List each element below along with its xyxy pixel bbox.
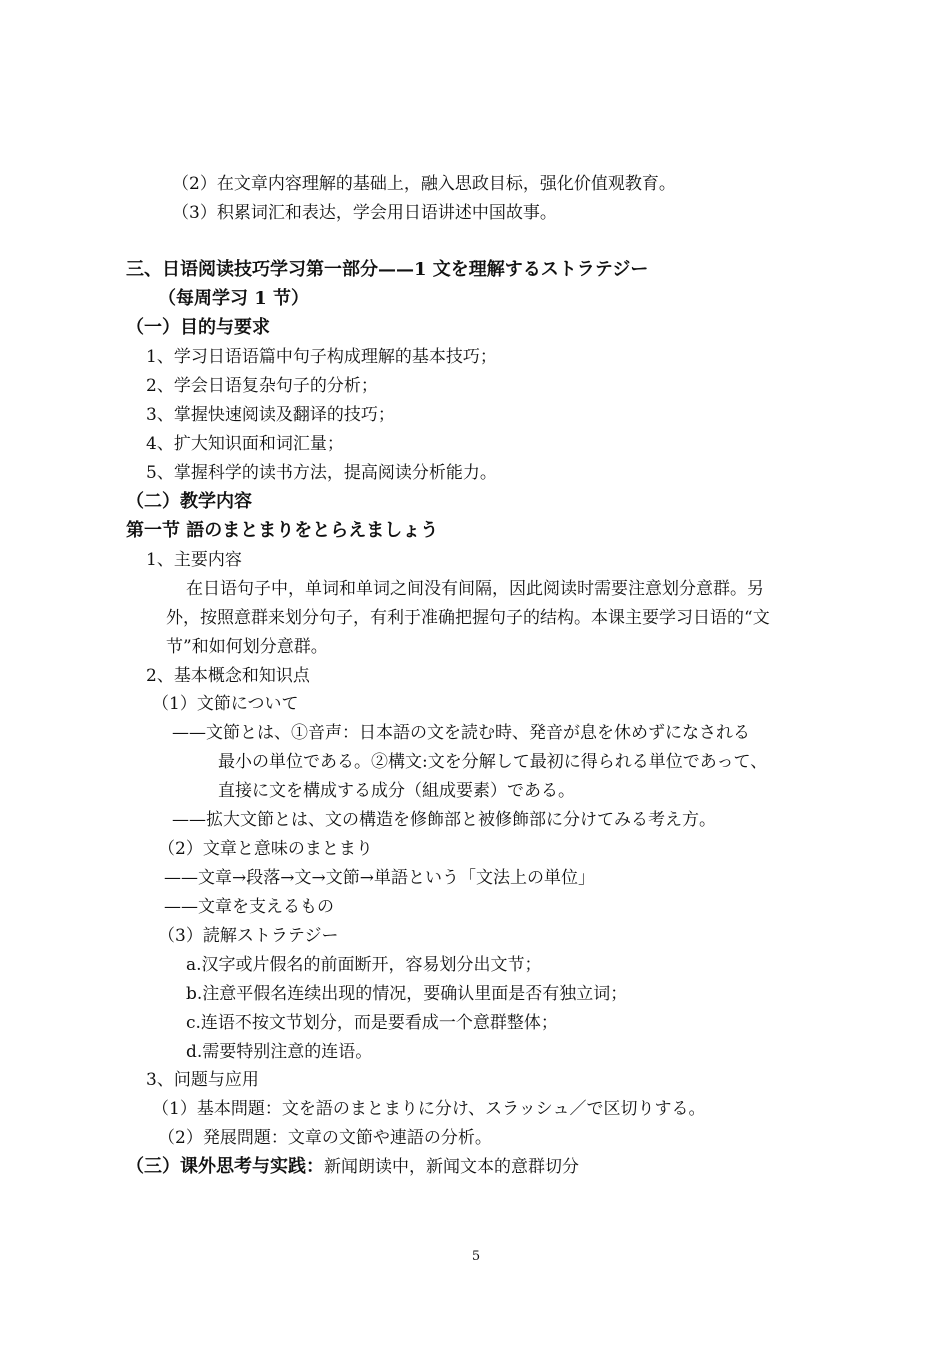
practice-label: （三）课外思考与实践： bbox=[126, 1156, 324, 1177]
section-subtitle: （每周学习 1 节） bbox=[158, 288, 310, 309]
concept-1-line: 直接に文を構成する成分（組成要素）である。 bbox=[218, 781, 575, 801]
goal-item: 2、学会日语复杂句子的分析； bbox=[146, 376, 378, 396]
concepts-heading: 2、基本概念和知识点 bbox=[146, 666, 310, 686]
goal-item: 3、掌握快速阅读及翻译的技巧； bbox=[146, 405, 395, 425]
concept-2-line: ——文章→段落→文→文節→単語という「文法上の単位」 bbox=[164, 868, 595, 888]
content-heading: （二）教学内容 bbox=[126, 491, 252, 512]
goal-item: 4、扩大知识面和词汇量； bbox=[146, 434, 344, 454]
concept-2-line: ——文章を支えるもの bbox=[164, 897, 334, 917]
main-content-line: 在日语句子中，单词和单词之间没有间隔，因此阅读时需要注意划分意群。另 bbox=[186, 579, 764, 599]
main-content-heading: 1、主要内容 bbox=[146, 550, 242, 570]
concept-1-heading: （1）文節について bbox=[152, 694, 299, 714]
goal-item: 5、掌握科学的读书方法，提高阅读分析能力。 bbox=[146, 463, 497, 483]
problems-heading: 3、问题与应用 bbox=[146, 1070, 259, 1090]
concept-1-line: ——文節とは、①音声：日本語の文を読む時、発音が息を休めずになされる bbox=[172, 723, 750, 743]
concept-1-line: 最小の単位である。②構文:文を分解して最初に得られる単位であって、 bbox=[218, 752, 768, 772]
lesson-title: 第一节 語のまとまりをとらえましょう bbox=[126, 520, 439, 541]
goals-heading: （一）目的与要求 bbox=[126, 317, 270, 338]
section-title: 三、日语阅读技巧学习第一部分——1 文を理解するストラテジー bbox=[126, 259, 649, 280]
intro-item-2: （2）在文章内容理解的基础上，融入思政目标，强化价值观教育。 bbox=[172, 174, 676, 194]
intro-item-3: （3）积累词汇和表达，学会用日语讲述中国故事。 bbox=[172, 203, 557, 223]
strategy-item: b.注意平假名连续出现的情况，要确认里面是否有独立词； bbox=[186, 984, 628, 1004]
goal-item: 1、学习日语语篇中句子构成理解的基本技巧； bbox=[146, 347, 497, 367]
concept-2-heading: （2）文章と意味のまとまり bbox=[158, 839, 373, 859]
practice-text: 新闻朗读中，新闻文本的意群切分 bbox=[324, 1157, 579, 1177]
strategy-item: c.连语不按文节划分，而是要看成一个意群整体； bbox=[186, 1013, 558, 1033]
problem-item: （2）発展問題：文章の文節や連語の分析。 bbox=[158, 1128, 492, 1148]
page-number: 5 bbox=[471, 1249, 481, 1264]
main-content-line: 外，按照意群来划分句子，有利于准确把握句子的结构。本课主要学习日语的“文 bbox=[166, 608, 770, 628]
concept-3-heading: （3）読解ストラテジー bbox=[158, 926, 339, 946]
practice-line bbox=[126, 1153, 579, 1181]
concept-1-line: ——拡大文節とは、文の構造を修飾部と被修飾部に分けてみる考え方。 bbox=[172, 810, 716, 830]
problem-item: （1）基本問題：文を語のまとまりに分け、スラッシュ／で区切りする。 bbox=[152, 1099, 706, 1119]
strategy-item: a.汉字或片假名的前面断开，容易划分出文节； bbox=[186, 955, 542, 975]
strategy-item: d.需要特别注意的连语。 bbox=[186, 1042, 373, 1062]
main-content-line: 节”和如何划分意群。 bbox=[166, 637, 328, 657]
